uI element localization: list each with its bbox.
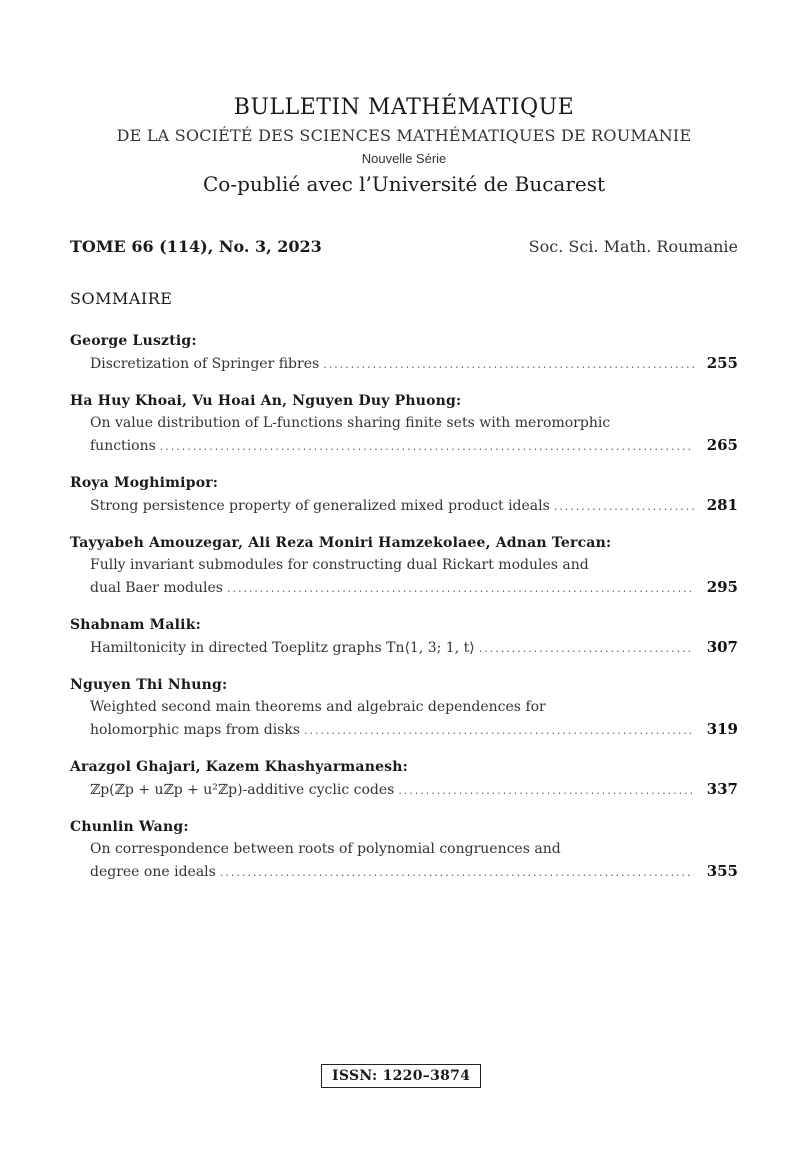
toc-page-number: 265 [706,436,738,454]
toc-entry [70,816,738,884]
toc-title-row [70,860,738,884]
dot-leader [304,720,694,742]
dot-leader [220,862,694,884]
toc-entry [70,756,738,802]
dot-leader [479,638,694,660]
toc-entry [70,390,738,458]
toc-authors: George Lusztig: [70,333,197,349]
journal-title: BULLETIN MATHÉMATIQUE [233,95,575,120]
toc-page-number: 295 [706,578,738,596]
toc-authors: Chunlin Wang: [70,819,189,835]
toc-title-row [70,636,738,660]
toc-authors: Shabnam Malik: [70,617,201,633]
toc-entry [70,472,738,518]
toc-authors: Tayyabeh Amouzegar, Ali Reza Moniri Hamzekolaee, Adnan Tercan: [70,535,612,551]
toc-title-row [70,576,738,600]
toc-page-number: 255 [706,354,738,372]
toc-title-row [70,352,738,376]
toc-authors: Roya Moghimipor: [70,475,219,491]
society-abbrev: Soc. Sci. Math. Roumanie [528,237,738,256]
toc-title-row [70,434,738,458]
toc-entry [70,614,738,660]
toc-authors: Nguyen Thi Nhung: [70,677,228,693]
journal-subtitle: DE LA SOCIÉTÉ DES SCIENCES MATHÉMATIQUES DE ROUMANIE [116,126,692,145]
table-of-contents [70,330,738,898]
toc-title: Strong persistence property of generalized mixed product ideals [90,498,550,514]
toc-title: ℤp(ℤp + uℤp + u²ℤp)-additive cyclic codes [90,782,395,798]
dot-leader [160,436,694,458]
toc-title-row [70,778,738,802]
dot-leader [227,578,694,600]
toc-page-number: 307 [706,638,738,656]
toc-title: Hamiltonicity in directed Toeplitz graphs Tn⟨1, 3; 1, t⟩ [90,640,475,656]
toc-title-line: On correspondence between roots of polynomial congruences and [90,841,561,857]
toc-page-number: 355 [706,862,738,880]
masthead [70,94,738,198]
toc-entry [70,330,738,376]
issn-box: ISSN: 1220–3874 [321,1064,481,1088]
toc-title: Discretization of Springer fibres [90,356,320,372]
toc-authors: Arazgol Ghajari, Kazem Khashyarmanesh: [70,759,409,775]
toc-title-line: Fully invariant submodules for constructing dual Rickart modules and [90,557,589,573]
dot-leader [554,496,694,518]
toc-title: dual Baer modules [90,580,223,596]
copublisher: Co-publié avec l’Université de Bucarest [202,172,606,196]
toc-page-number: 337 [706,780,738,798]
toc-entry [70,674,738,742]
toc-title: functions [90,438,156,454]
sommaire-heading: SOMMAIRE [70,289,173,308]
toc-title-row [70,718,738,742]
issue-info [70,237,738,259]
toc-title-line: Weighted second main theorems and algebraic dependences for [90,699,546,715]
dot-leader [398,780,694,802]
series-label: Nouvelle Série [361,151,447,166]
toc-page-number: 319 [706,720,738,738]
toc-title: degree one ideals [90,864,216,880]
page [70,0,738,1151]
toc-title: holomorphic maps from disks [90,722,301,738]
dot-leader [323,354,694,376]
toc-title-line: On value distribution of L-functions sharing finite sets with meromorphic [90,415,611,431]
toc-entry [70,532,738,600]
toc-title-row [70,494,738,518]
tome-number: TOME 66 (114), No. 3, 2023 [70,237,322,256]
toc-authors: Ha Huy Khoai, Vu Hoai An, Nguyen Duy Phuong: [70,393,462,409]
toc-page-number: 281 [706,496,738,514]
